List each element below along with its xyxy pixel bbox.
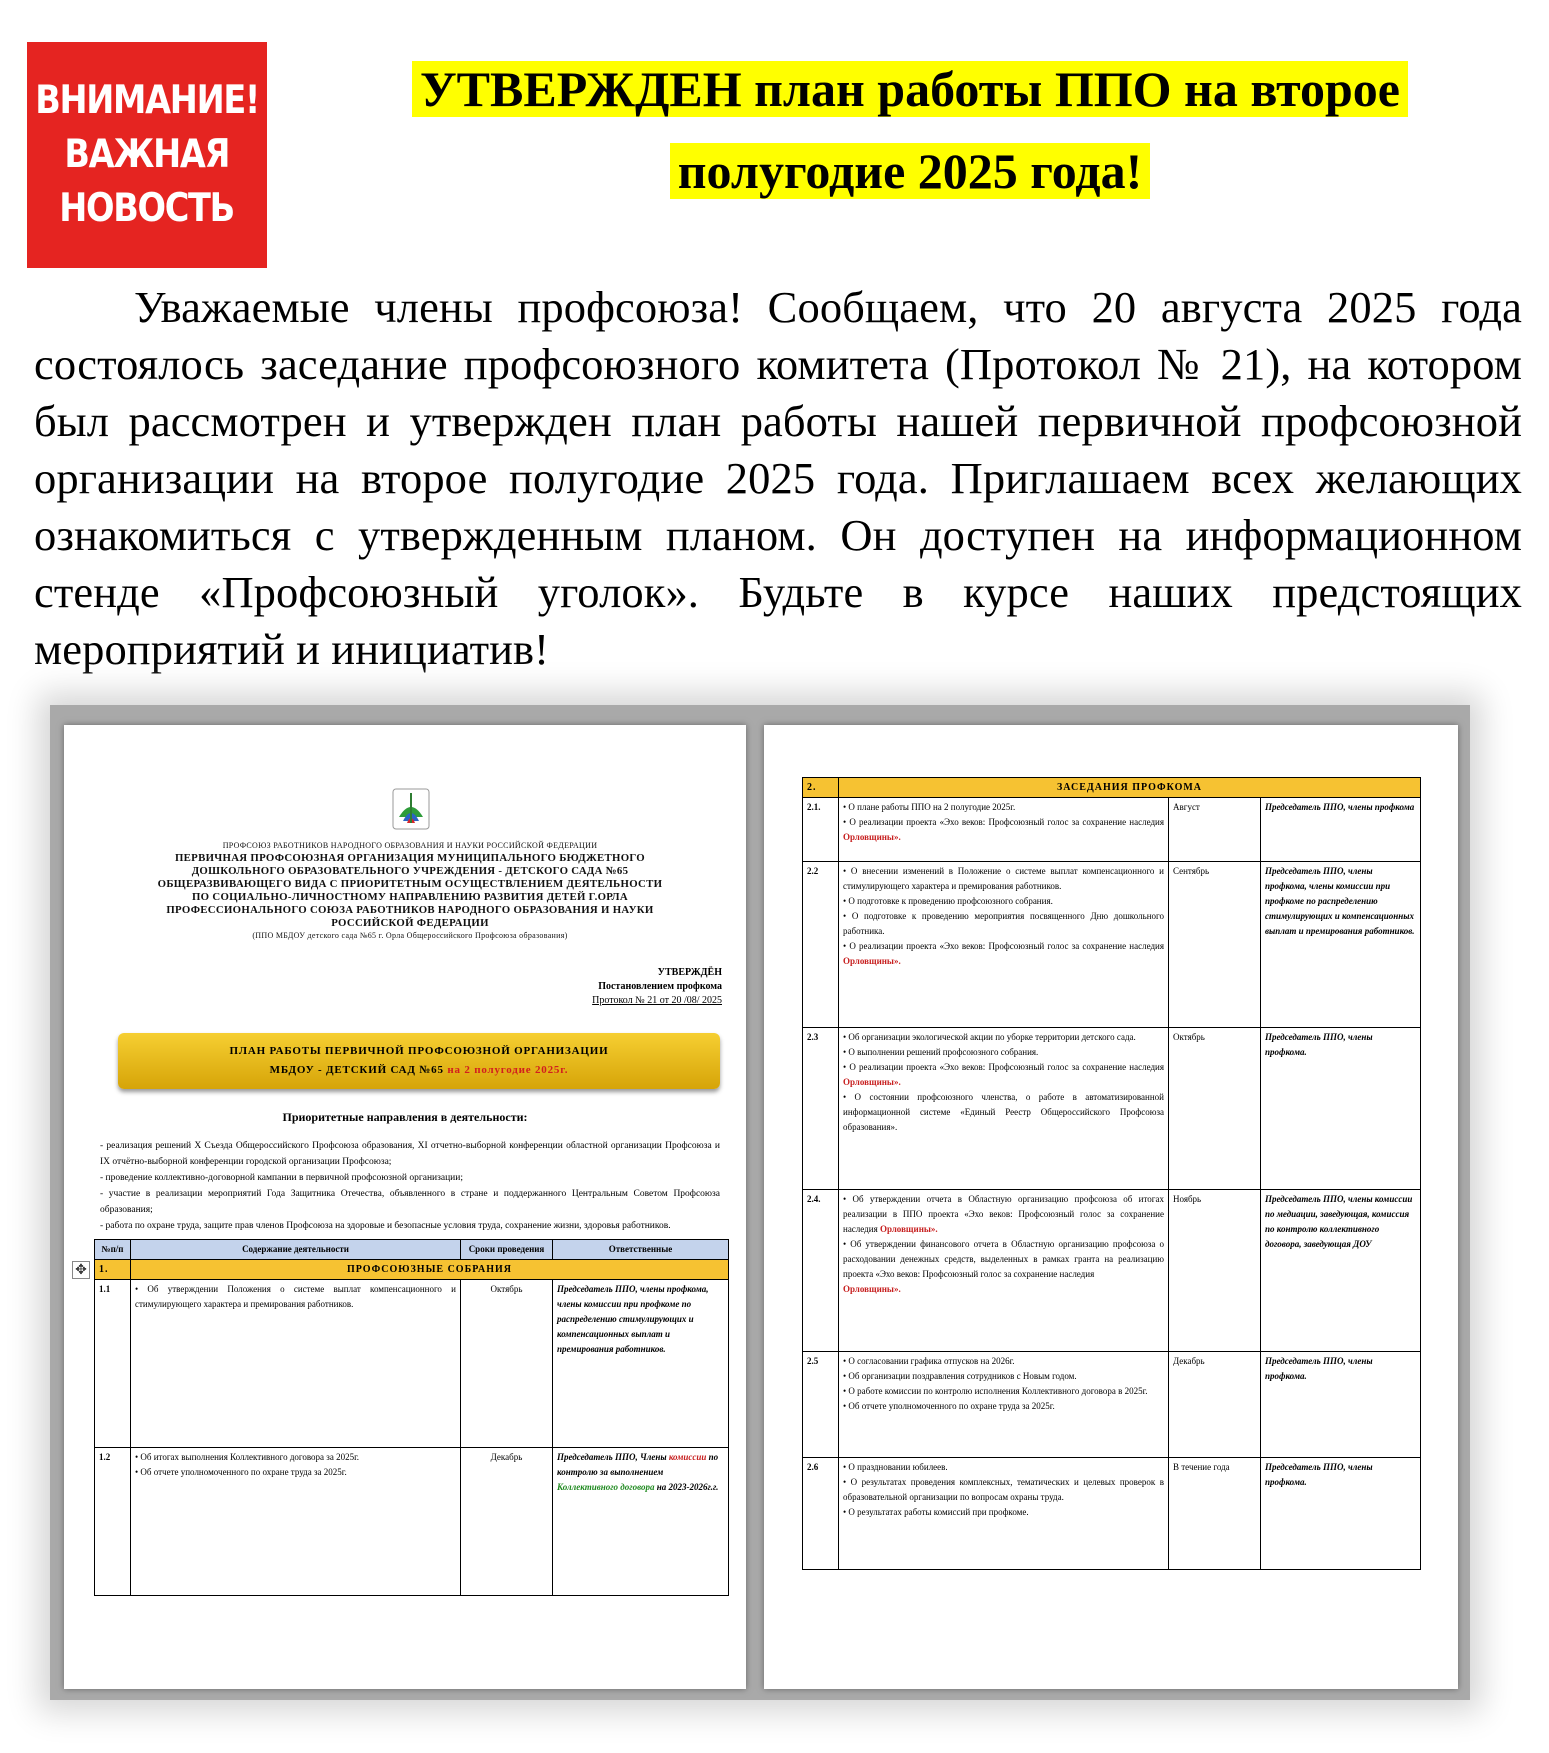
section-num: 2. xyxy=(803,778,839,798)
row-content-item: • Об итогах выполнения Коллективного договора за 2025г. xyxy=(135,1452,360,1462)
row-content-item: • Об утверждении отчета в Областную организацию профсоюза об итогах реализации в ППО проекта «Эхо веков: Профсоюзный голос за сохранение наследия xyxy=(843,1194,1164,1234)
directions-list xyxy=(100,1138,720,1234)
badge-line-2: ВАЖНАЯ xyxy=(64,132,230,177)
direction-item: - реализация решений X Съезда Общероссийского Профсоюза образования, XI отчетно-выборной конференции областной организации Профсоюза и IX отчётно-выборной конференции городской организации Профсоюза; xyxy=(100,1141,720,1167)
header-responsible: Ответственные xyxy=(553,1240,729,1260)
section-title: ЗАСЕДАНИЯ ПРОФКОМА xyxy=(839,778,1421,798)
row-responsible: Председатель ППО, члены профкома, члены комиссии при профкоме по распределению стимулирующих и компенсационных выплат и премирования работников. xyxy=(553,1280,729,1448)
plan-table-page-2 xyxy=(802,777,1421,1570)
headline-line-1: УТВЕРЖДЕН план работы ППО на второе xyxy=(412,61,1408,117)
direction-item: - участие в реализации мероприятий Года Защитника Отечества, объявленного в стране и поддержанного Центральным Советом Профсоюза образования; xyxy=(100,1189,720,1215)
row-num: 2.6 xyxy=(803,1458,839,1570)
headline-line-2: полугодие 2025 года! xyxy=(670,143,1150,199)
row-date: Декабрь xyxy=(1169,1352,1261,1458)
row-num: 2.3 xyxy=(803,1028,839,1190)
row-date: Октябрь xyxy=(461,1280,553,1448)
direction-item: - работа по охране труда, защите прав членов Профсоюза на здоровые и безопасные условия труда, сохранение жизни, здоровья работников. xyxy=(100,1221,671,1231)
section-title: ПРОФСОЮЗНЫЕ СОБРАНИЯ xyxy=(131,1260,729,1280)
row-content xyxy=(839,798,1169,862)
table-row xyxy=(95,1448,729,1596)
row-content-red: Орловщины». xyxy=(843,1077,901,1087)
table-row xyxy=(803,1190,1421,1352)
row-date: Сентябрь xyxy=(1169,862,1261,1028)
plan-table-page-1 xyxy=(94,1239,729,1596)
row-content-red: Орловщины». xyxy=(843,832,901,842)
row-content-item: • О плане работы ППО на 2 полугодие 2025г. xyxy=(843,802,1016,812)
org-line-6: РОССИЙСКОЙ ФЕДЕРАЦИИ xyxy=(331,917,489,929)
row-content-item: • О работе комиссии по контролю исполнения Коллективного договора в 2025г. xyxy=(843,1386,1148,1396)
section-row xyxy=(803,778,1421,798)
row-content: • Об утверждении Положения о системе выплат компенсационного и стимулирующего характера и премирования работников. xyxy=(131,1280,461,1448)
row-content-item: • Об отчете уполномоченного по охране труда за 2025г. xyxy=(843,1401,1055,1411)
resp-part: по контролю за выполнением xyxy=(557,1452,719,1477)
row-responsible: Председатель ППО, члены комиссии по медиации, заведующая, комиссия по контролю коллективного договора, заведующая ДОУ xyxy=(1261,1190,1421,1352)
row-content-item: • О праздновании юбилеев. xyxy=(843,1462,948,1472)
row-content-item: • О выполнении решений профсоюзного собрания. xyxy=(843,1047,1039,1057)
row-responsible: Председатель ППО, члены профкома. xyxy=(1261,1458,1421,1570)
badge-line-1: ВНИМАНИЕ! xyxy=(35,78,259,123)
badge-line-3: НОВОСТЬ xyxy=(59,186,235,231)
row-content xyxy=(839,862,1169,1028)
section-row xyxy=(95,1260,729,1280)
row-content-item: • О согласовании графика отпусков на 2026г. xyxy=(843,1356,1015,1366)
header-content: Содержание деятельности xyxy=(131,1240,461,1260)
row-date: Ноябрь xyxy=(1169,1190,1261,1352)
row-responsible: Председатель ППО, члены профкома. xyxy=(1261,1352,1421,1458)
table-row xyxy=(803,798,1421,862)
plan-title-box xyxy=(118,1033,720,1089)
document-preview xyxy=(50,705,1470,1700)
row-content xyxy=(131,1448,461,1596)
row-content-red: Орловщины». xyxy=(843,1284,901,1294)
table-row xyxy=(95,1280,729,1448)
headline xyxy=(330,48,1490,212)
row-content-item: • Об организации экологической акции по уборке территории детского сада. xyxy=(843,1032,1136,1042)
organization-header xyxy=(100,840,720,942)
resp-part: на 2023-2026г.г. xyxy=(656,1482,719,1492)
row-date: Октябрь xyxy=(1169,1028,1261,1190)
resp-part: Председатель ППО, Члены xyxy=(557,1452,667,1462)
org-top: ПРОФСОЮЗ РАБОТНИКОВ НАРОДНОГО ОБРАЗОВАНИЯ И НАУКИ РОССИЙСКОЙ ФЕДЕРАЦИИ xyxy=(222,841,598,850)
table-header-row xyxy=(95,1240,729,1260)
row-content-item: • О внесении изменений в Положение о системе выплат компенсационного и стимулирующего характера и премирования работников. xyxy=(843,866,1164,891)
org-line-5: ПРОФЕССИОНАЛЬНОГО СОЮЗА РАБОТНИКОВ НАРОДНОГО ОБРАЗОВАНИЯ И НАУКИ xyxy=(166,904,654,916)
row-num: 2.2 xyxy=(803,862,839,1028)
row-content-red: Орловщины». xyxy=(879,1224,938,1234)
table-row xyxy=(803,862,1421,1028)
row-content-item: • О состоянии профсоюзного членства, о работе в автоматизированной информационной системе «Единый Реестр Общероссийского Профсоюза образования». xyxy=(843,1092,1164,1132)
row-responsible xyxy=(553,1448,729,1596)
row-num: 2.4. xyxy=(803,1190,839,1352)
row-responsible: Председатель ППО, члены профкома xyxy=(1261,798,1421,862)
row-date: В течение года xyxy=(1169,1458,1261,1570)
row-content-item: • О результатах проведения комплексных, тематических и целевых проверок в образовательной организации по вопросам охраны труда. xyxy=(843,1477,1164,1502)
org-line-3: ОБЩЕРАЗВИВАЮЩЕГО ВИДА С ПРИОРИТЕТНЫМ ОСУЩЕСТВЛЕНИЕМ ДЕЯТЕЛЬНОСТИ xyxy=(157,878,663,890)
org-small: (ППО МБДОУ детского сада №65 г. Орла Общероссийского Профсоюза образования) xyxy=(252,931,568,940)
resp-red: комиссии xyxy=(668,1452,707,1462)
row-date: Август xyxy=(1169,798,1261,862)
row-num: 1.1 xyxy=(95,1280,131,1448)
org-line-2: ДОШКОЛЬНОГО ОБРАЗОВАТЕЛЬНОГО УЧРЕЖДЕНИЯ - ДЕТСКОГО САДА №65 xyxy=(191,865,629,877)
plan-title-line-2-red: на 2 полугодие 2025г. xyxy=(447,1064,569,1076)
row-content-item: • О реализации проекта «Эхо веков: Профсоюзный голос за сохранение наследия xyxy=(843,1062,1164,1072)
intro-paragraph: Уважаемые члены профсоюза! Сообщаем, что 20 августа 2025 года состоялось заседание профсоюзного комитета (Протокол № 21), на котором был рассмотрен и утвержден план работы нашей первичной профсоюзной организации на второе полугодие 2025 года. Приглашаем всех желающих ознакомиться с утвержденным планом. Он доступен на информационном стенде «Профсоюзный уголок». Будьте в курсе наших предстоящих мероприятий и инициатив! xyxy=(34,282,1522,674)
row-num: 1.2 xyxy=(95,1448,131,1596)
table-row xyxy=(803,1352,1421,1458)
row-content xyxy=(839,1458,1169,1570)
plan-title-line-1: ПЛАН РАБОТЫ ПЕРВИЧНОЙ ПРОФСОЮЗНОЙ ОРГАНИЗАЦИИ xyxy=(229,1045,609,1057)
org-line-4: ПО СОЦИАЛЬНО-ЛИЧНОСТНОМУ НАПРАВЛЕНИЮ РАЗВИТИЯ ДЕТЕЙ Г.ОРЛА xyxy=(191,891,629,903)
document-page-1 xyxy=(64,725,746,1689)
row-content-item: • О реализации проекта «Эхо веков: Профсоюзный голос за сохранение наследия xyxy=(843,817,1164,827)
row-date: Декабрь xyxy=(461,1448,553,1596)
union-logo-icon xyxy=(389,787,433,831)
row-content-item: • О реализации проекта «Эхо веков: Профсоюзный голос за сохранение наследия xyxy=(843,941,1164,951)
row-content-item: • О подготовке к проведению профсоюзного собрания. xyxy=(843,896,1053,906)
resp-green: Коллективного договора xyxy=(557,1482,655,1492)
directions-title: Приоритетные направления в деятельности: xyxy=(282,1110,528,1124)
attention-badge xyxy=(27,42,267,268)
row-num: 2.1. xyxy=(803,798,839,862)
row-content-item: • О результатах работы комиссий при профкоме. xyxy=(843,1507,1029,1517)
table-row xyxy=(803,1458,1421,1570)
row-content xyxy=(839,1190,1169,1352)
direction-item: - проведение коллективно-договорной кампании в первичной профсоюзной организации; xyxy=(100,1173,463,1183)
row-content xyxy=(839,1352,1169,1458)
row-content-item: • Об отчете уполномоченного по охране труда за 2025г. xyxy=(135,1467,347,1477)
plan-title-line-2-main: МБДОУ - ДЕТСКИЙ САД №65 xyxy=(269,1064,444,1076)
header-dates: Сроки проведения xyxy=(461,1240,553,1260)
row-responsible: Председатель ППО, члены профкома, члены комиссии при профкоме по распределению стимулирующих и компенсационных выплат и премирования работников. xyxy=(1261,862,1421,1028)
approval-line-1: Постановлением профкома xyxy=(598,981,722,992)
table-move-handle-icon[interactable]: ✥ xyxy=(72,1261,90,1279)
section-num: 1. xyxy=(95,1260,131,1280)
approval-block xyxy=(592,966,722,1008)
approval-title: УТВЕРЖДЁН xyxy=(657,967,722,978)
row-content xyxy=(839,1028,1169,1190)
org-line-1: ПЕРВИЧНАЯ ПРОФСОЮЗНАЯ ОРГАНИЗАЦИЯ МУНИЦИПАЛЬНОГО БЮДЖЕТНОГО xyxy=(174,852,646,864)
approval-line-2: Протокол № 21 от 20 /08/ 2025 xyxy=(592,995,722,1006)
table-row xyxy=(803,1028,1421,1190)
document-page-2 xyxy=(764,725,1458,1689)
row-content-item: • О подготовке к проведению мероприятия посвященного Дню дошкольного работника. xyxy=(843,911,1164,936)
plan-title-line-2 xyxy=(118,1061,720,1080)
row-responsible: Председатель ППО, члены профкома. xyxy=(1261,1028,1421,1190)
header-num: №п/п xyxy=(95,1240,131,1260)
row-content-item: • Об организации поздравления сотрудников с Новым годом. xyxy=(843,1371,1077,1381)
row-num: 2.5 xyxy=(803,1352,839,1458)
row-content-item: • Об утверждении финансового отчета в Областную организацию профсоюза о расходовании денежных средств, выделенных в рамках гранта на реализацию проекта «Эхо веков: Профсоюзный голос за сохранение наследия xyxy=(843,1239,1164,1279)
row-content-red: Орловщины». xyxy=(843,956,901,966)
